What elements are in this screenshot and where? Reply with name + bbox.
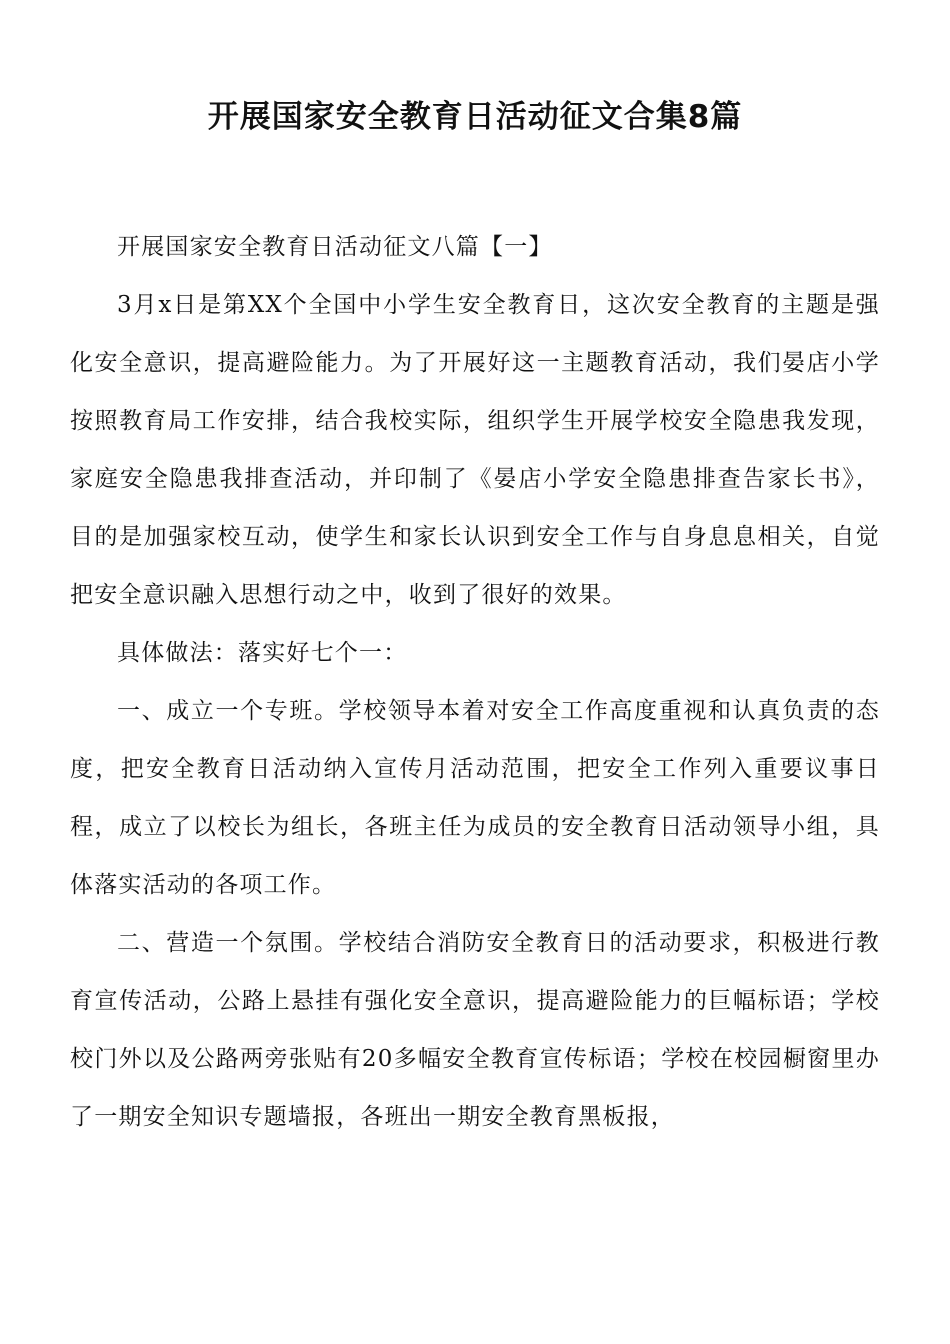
paragraph-item-2: 二、营造一个氛围。学校结合消防安全教育日的活动要求，积极进行教育宣传活动，公路上悬挂有强化安全意识，提高避险能力的巨幅标语；学校校门外以及公路两旁张贴有20多幅安全教育宣传标语；学校在校园橱窗里办了一期安全知识专题墙报，各班出一期安全教育黑板报， [70,930,880,1130]
document-title: 开展国家安全教育日活动征文合集8篇 [207,99,743,135]
paragraph-item-1: 一、成立一个专班。学校领导本着对安全工作高度重视和认真负责的态度，把安全教育日活动纳入宣传月活动范围，把安全工作列入重要议事日程，成立了以校长为组长，各班主任为成员的安全教育日活动领导小组，具体落实活动的各项工作。 [70,698,880,898]
section-heading: 开展国家安全教育日活动征文八篇【一】 [117,234,553,260]
document-body [70,218,880,1146]
paragraph-methods: 具体做法：落实好七个一： [117,640,408,666]
paragraph-intro: 3月x日是第XX个全国中小学生安全教育日，这次安全教育的主题是强化安全意识，提高避险能力。为了开展好这一主题教育活动，我们晏店小学按照教育局工作安排，结合我校实际，组织学生开展学校安全隐患我发现，家庭安全隐患我排查活动，并印制了《晏店小学安全隐患排查告家长书》，目的是加强家校互动，使学生和家长认识到安全工作与自身息息相关，自觉把安全意识融入思想行动之中，收到了很好的效果。 [70,292,880,608]
